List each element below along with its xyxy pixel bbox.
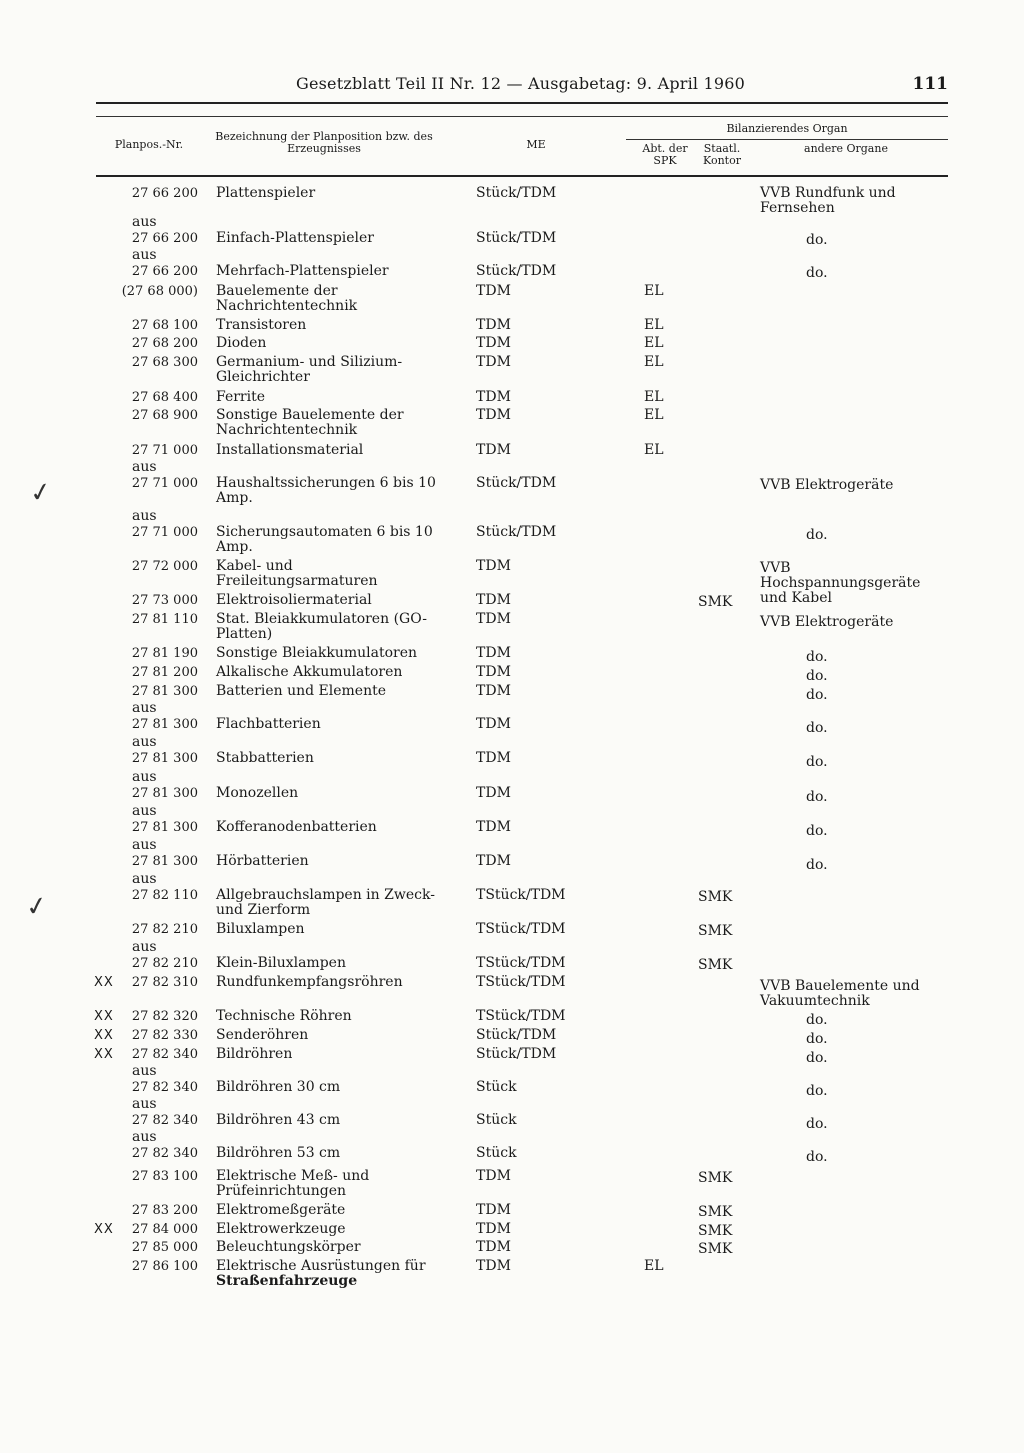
staatl-kontor: SMK — [698, 889, 733, 905]
col-spk: Abt. der SPK — [642, 142, 688, 167]
description: Kabel- und Freileitungsarmaturen — [216, 558, 378, 589]
description: Biluxlampen — [216, 921, 305, 937]
spk-organ: EL — [644, 317, 664, 333]
description: Mehrfach-Plattenspieler — [216, 263, 389, 279]
planpos-number: 27 81 300 — [131, 717, 198, 732]
aus-prefix: aus — [132, 1063, 157, 1079]
unit: TDM — [476, 317, 511, 333]
unit: TStück/TDM — [476, 887, 566, 903]
description: Einfach-Plattenspieler — [216, 230, 374, 246]
unit: TDM — [476, 683, 511, 699]
planpos-number: 27 71 000 — [131, 525, 198, 540]
andere-organ: VVB Bauelemente und Vakuumtechnik — [760, 978, 920, 1009]
unit: Stück/TDM — [476, 524, 557, 540]
unit: TDM — [476, 283, 511, 299]
col-planpos: Planpos.-Nr. — [114, 138, 184, 151]
unit: TDM — [476, 785, 511, 801]
unit: TDM — [476, 716, 511, 732]
planpos-number: 27 68 400 — [131, 390, 198, 405]
aus-prefix: aus — [132, 837, 157, 853]
unit: TDM — [476, 1202, 511, 1218]
staatl-kontor: SMK — [698, 923, 733, 939]
description: Sonstige Bauelemente der Nachrichtentechnik — [216, 407, 404, 438]
andere-organ: do. — [806, 720, 828, 736]
aus-prefix: aus — [132, 508, 157, 524]
description: Batterien und Elemente — [216, 683, 387, 699]
description: Hörbatterien — [216, 853, 309, 869]
spk-organ: EL — [644, 442, 664, 458]
planpos-number: 27 68 900 — [131, 408, 198, 423]
unit: TDM — [476, 592, 511, 608]
planpos-number: 27 81 300 — [131, 820, 198, 835]
andere-organ: do. — [806, 1012, 828, 1028]
andere-organ: do. — [806, 265, 828, 281]
description: Elektromeßgeräte — [216, 1202, 346, 1218]
aus-prefix: aus — [132, 769, 157, 785]
unit: Stück/TDM — [476, 185, 557, 201]
unit: TDM — [476, 819, 511, 835]
description: Klein-Biluxlampen — [216, 955, 346, 971]
andere-organ: do. — [806, 1050, 828, 1066]
marker-xx: XX — [94, 1222, 114, 1237]
planpos-number: 27 81 190 — [131, 646, 198, 661]
description: Bildröhren 30 cm — [216, 1079, 341, 1095]
marker-xx: XX — [94, 1028, 114, 1043]
unit: TDM — [476, 611, 511, 627]
unit: TDM — [476, 645, 511, 661]
col-andere: andere Organe — [804, 142, 888, 155]
description: Kofferanodenbatterien — [216, 819, 377, 835]
andere-organ: do. — [806, 1149, 828, 1165]
aus-prefix: aus — [132, 214, 157, 230]
planpos-number: 27 82 340 — [131, 1146, 198, 1161]
staatl-kontor: SMK — [698, 1223, 733, 1239]
planpos-number: 27 82 110 — [131, 888, 198, 903]
planpos-number: 27 82 330 — [131, 1028, 198, 1043]
unit: TDM — [476, 558, 511, 574]
spk-organ: EL — [644, 389, 664, 405]
description: Beleuchtungskörper — [216, 1239, 361, 1255]
andere-organ: do. — [806, 1083, 828, 1099]
description: Sonstige Bleiakkumulatoren — [216, 645, 418, 661]
aus-prefix: aus — [132, 939, 157, 955]
unit: Stück — [476, 1079, 517, 1095]
unit: TDM — [476, 354, 511, 370]
unit: TStück/TDM — [476, 1008, 566, 1024]
unit: TDM — [476, 750, 511, 766]
aus-prefix: aus — [132, 803, 157, 819]
description: Bildröhren 43 cm — [216, 1112, 341, 1128]
unit: TStück/TDM — [476, 955, 566, 971]
andere-organ: do. — [806, 789, 828, 805]
description: Bauelemente der Nachrichtentechnik — [216, 283, 358, 314]
planpos-number: 27 82 310 — [131, 975, 198, 990]
spk-organ: EL — [644, 1258, 664, 1274]
andere-organ: do. — [806, 527, 828, 543]
staatl-kontor: SMK — [698, 594, 733, 610]
description: Elektrische Meß- und Prüfeinrichtungen — [216, 1168, 370, 1199]
description-bold: Straßenfahrzeuge — [216, 1273, 358, 1289]
description: Plattenspieler — [216, 185, 316, 201]
col-bilanzierendes: Bilanzierendes Organ — [726, 122, 848, 135]
description: Rundfunkempfangsröhren — [216, 974, 403, 990]
unit: TStück/TDM — [476, 921, 566, 937]
planpos-number: 27 82 210 — [131, 922, 198, 937]
description: Elektrische Ausrüstungen für Straßenfahrzeuge — [216, 1259, 456, 1289]
unit: Stück/TDM — [476, 263, 557, 279]
marker-xx: XX — [94, 1047, 114, 1062]
description: Bildröhren — [216, 1046, 293, 1062]
spk-organ: EL — [644, 354, 664, 370]
planpos-number: 27 81 300 — [131, 684, 198, 699]
planpos-number: 27 81 300 — [131, 854, 198, 869]
marker-xx: XX — [94, 1009, 114, 1024]
planpos-number: 27 82 340 — [131, 1080, 198, 1095]
aus-prefix: aus — [132, 459, 157, 475]
planpos-number: 27 81 300 — [131, 786, 198, 801]
description: Haushaltssicherungen 6 bis 10 Amp. — [216, 475, 436, 506]
planpos-number: 27 66 200 — [131, 231, 198, 246]
page-title: Gesetzblatt Teil II Nr. 12 — Ausgabetag: 9. April 1960 — [296, 74, 746, 93]
description: Stabbatterien — [216, 750, 314, 766]
staatl-kontor: SMK — [698, 1204, 733, 1220]
planpos-number: 27 83 100 — [131, 1169, 198, 1184]
andere-organ: do. — [806, 857, 828, 873]
spk-organ: EL — [644, 283, 664, 299]
andere-organ: do. — [806, 232, 828, 248]
andere-organ: VVB Elektrogeräte — [760, 477, 894, 493]
andere-organ: do. — [806, 687, 828, 703]
aus-prefix: aus — [132, 700, 157, 716]
col-staatl: Staatl. Kontor — [703, 142, 741, 167]
andere-organ: do. — [806, 668, 828, 684]
unit: TDM — [476, 853, 511, 869]
staatl-kontor: SMK — [698, 1241, 733, 1257]
planpos-number: 27 71 000 — [131, 476, 198, 491]
planpos-number: 27 68 200 — [131, 336, 198, 351]
description: Flachbatterien — [216, 716, 321, 732]
description: Elektrowerkzeuge — [216, 1221, 346, 1237]
planpos-number: 27 82 320 — [131, 1009, 198, 1024]
description: Ferrite — [216, 389, 266, 405]
aus-prefix: aus — [132, 247, 157, 263]
planpos-number: 27 83 200 — [131, 1203, 198, 1218]
description: Transistoren — [216, 317, 307, 333]
planpos-number: 27 66 200 — [131, 264, 198, 279]
planpos-number: 27 82 340 — [131, 1047, 198, 1062]
andere-organ: do. — [806, 754, 828, 770]
planpos-number: (27 68 000) — [121, 284, 198, 299]
unit: Stück — [476, 1112, 517, 1128]
checkmark-icon: ✓ — [23, 890, 51, 924]
description: Stat. Bleiakkumulatoren (GO-Platten) — [216, 611, 427, 642]
unit: TDM — [476, 664, 511, 680]
description: Dioden — [216, 335, 267, 351]
unit: TDM — [476, 1221, 511, 1237]
unit: Stück/TDM — [476, 475, 557, 491]
spk-organ: EL — [644, 407, 664, 423]
planpos-number: 27 73 000 — [131, 593, 198, 608]
unit: TDM — [476, 1239, 511, 1255]
staatl-kontor: SMK — [698, 957, 733, 973]
planpos-number: 27 86 100 — [131, 1259, 198, 1274]
unit: TDM — [476, 407, 511, 423]
unit: TDM — [476, 335, 511, 351]
unit: Stück/TDM — [476, 1046, 557, 1062]
unit: TDM — [476, 1258, 511, 1274]
andere-organ: do. — [806, 1116, 828, 1132]
col-bezeichnung: Bezeichnung der Planposition bzw. des Erzeugnisses — [215, 130, 433, 155]
aus-prefix: aus — [132, 871, 157, 887]
planpos-number: 27 82 340 — [131, 1113, 198, 1128]
planpos-number: 27 68 100 — [131, 318, 198, 333]
unit: Stück/TDM — [476, 1027, 557, 1043]
unit: TDM — [476, 389, 511, 405]
andere-organ: do. — [806, 649, 828, 665]
planpos-number: 27 85 000 — [131, 1240, 198, 1255]
marker-xx: XX — [94, 975, 114, 990]
planpos-number: 27 84 000 — [131, 1222, 198, 1237]
andere-organ: VVB Elektrogeräte — [760, 614, 894, 630]
aus-prefix: aus — [132, 734, 157, 750]
planpos-number: 27 81 110 — [131, 612, 198, 627]
planpos-number: 27 81 200 — [131, 665, 198, 680]
planpos-number: 27 82 210 — [131, 956, 198, 971]
page-number: 111 — [912, 74, 948, 94]
unit: Stück — [476, 1145, 517, 1161]
col-me: ME — [526, 138, 546, 151]
aus-prefix: aus — [132, 1129, 157, 1145]
planpos-number: 27 66 200 — [131, 186, 198, 201]
description: Allgebrauchslampen in Zweck- und Zierform — [216, 887, 435, 918]
unit: TDM — [476, 1168, 511, 1184]
planpos-number: 27 68 300 — [131, 355, 198, 370]
description: Senderöhren — [216, 1027, 309, 1043]
andere-organ: do. — [806, 823, 828, 839]
description: Germanium- und Silizium-Gleichrichter — [216, 354, 403, 385]
planpos-number: 27 81 300 — [131, 751, 198, 766]
description: Monozellen — [216, 785, 299, 801]
checkmark-icon: ✓ — [27, 476, 55, 510]
andere-organ: VVB Hochspannungsgeräte und Kabel — [760, 560, 921, 606]
planpos-number: 27 72 000 — [131, 559, 198, 574]
spk-organ: EL — [644, 335, 664, 351]
unit: TDM — [476, 442, 511, 458]
description: Technische Röhren — [216, 1008, 352, 1024]
andere-organ: do. — [806, 1031, 828, 1047]
unit: Stück/TDM — [476, 230, 557, 246]
planpos-number: 27 71 000 — [131, 443, 198, 458]
description: Elektroisoliermaterial — [216, 592, 372, 608]
staatl-kontor: SMK — [698, 1170, 733, 1186]
andere-organ: VVB Rundfunk und Fernsehen — [760, 185, 896, 216]
aus-prefix: aus — [132, 1096, 157, 1112]
description: Installationsmaterial — [216, 442, 364, 458]
description: Bildröhren 53 cm — [216, 1145, 341, 1161]
description: Alkalische Akkumulatoren — [216, 664, 403, 680]
unit: TStück/TDM — [476, 974, 566, 990]
description: Sicherungsautomaten 6 bis 10 Amp. — [216, 524, 433, 555]
